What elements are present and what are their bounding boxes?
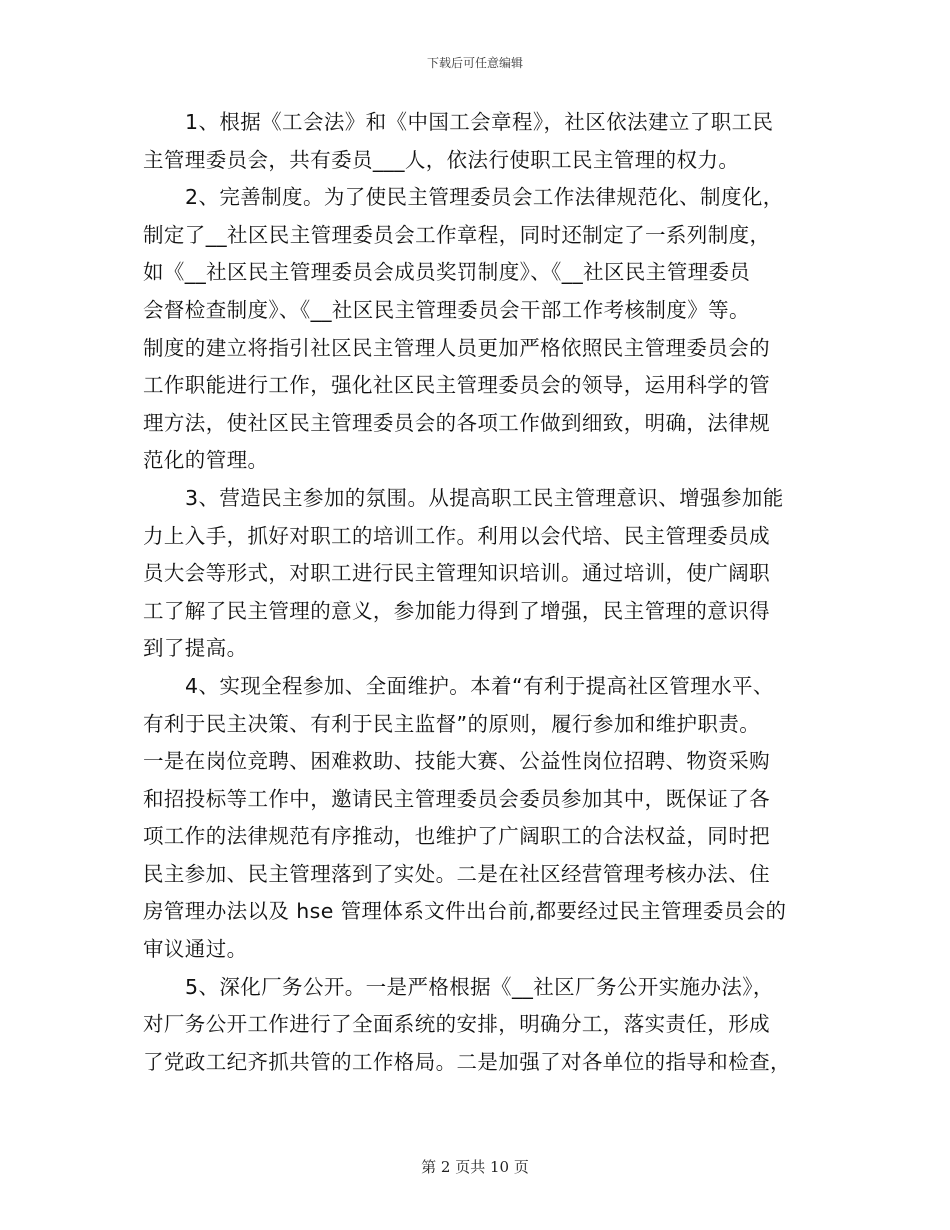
paragraph-1-line: 主管理委员会，共有委员___人，依法行使职工民主管理的权力。: [143, 147, 740, 172]
paragraph-2-line: 会督检查制度》、《__社区民主管理委员会干部工作考核制度》等。: [143, 297, 750, 322]
page-footer: 第 2 页共 10 页: [421, 1158, 529, 1176]
paragraph-5-line: 5、深化厂务公开。一是严格根据《__社区厂务公开实施办法》，: [185, 974, 774, 999]
paragraph-4-line: 有利于民主决策、有利于民主监督”的原则，履行参加和维护职责。: [143, 711, 761, 736]
paragraph-5-line: 了党政工纪齐抓共管的工作格局。二是加强了对各单位的指导和检查，: [143, 1049, 791, 1074]
paragraph-4-line: 4、实现全程参加、全面维护。本着“有利于提高社区管理水平、: [185, 673, 774, 698]
paragraph-2-line: 制定了__社区民主管理委员会工作章程，同时还制定了一系列制度，: [143, 222, 771, 247]
paragraph-2-line: 2、完善制度。为了使民主管理委员会工作法律规范化、制度化，: [185, 185, 784, 210]
paragraph-2-line: 工作职能进行工作，强化社区民主管理委员会的领导，运用科学的管: [143, 373, 770, 398]
paragraph-4-line: 一是在岗位竞聘、困难救助、技能大赛、公益性岗位招聘、物资采购: [143, 749, 770, 774]
page-header: 下载后可任意编辑: [426, 56, 523, 70]
paragraph-3-line: 3、营造民主参加的氛围。从提高职工民主管理意识、增强参加能: [185, 485, 784, 510]
paragraph-3-line: 力上入手，抓好对职工的培训工作。利用以会代培、民主管理委员成: [143, 523, 770, 548]
paragraph-4-line: 房管理办法以及 hse 管理体系文件出台前,都要经过民主管理委员会的: [143, 899, 787, 924]
paragraph-3-line: 员大会等形式，对职工进行民主管理知识培训。通过培训，使广阔职: [143, 561, 770, 586]
paragraph-5-line: 对厂务公开工作进行了全面系统的安排，明确分工，落实责任，形成: [143, 1012, 770, 1037]
paragraph-4-line: 民主参加、民主管理落到了实处。二是在社区经营管理考核办法、住: [143, 861, 770, 886]
paragraph-4-line: 审议通过。: [143, 937, 248, 962]
paragraph-4-line: 和招投标等工作中，邀请民主管理委员会委员参加其中，既保证了各: [143, 786, 770, 811]
paragraph-2-line: 制度的建立将指引社区民主管理人员更加严格依照民主管理委员会的: [143, 335, 770, 360]
paragraph-1-line: 1、根据《工会法》和《中国工会章程》，社区依法建立了职工民: [185, 110, 774, 134]
paragraph-3-line: 到了提高。: [143, 636, 248, 661]
paragraph-2-line: 范化的管理。: [143, 448, 269, 473]
body-text: [143, 104, 809, 1081]
paragraph-2-line: 理方法，使社区民主管理委员会的各项工作做到细致，明确，法律规: [143, 410, 770, 435]
paragraph-2-line: 如《__社区民主管理委员会成员奖罚制度》、《__社区民主管理委员: [143, 260, 751, 285]
paragraph-4-line: 项工作的法律规范有序推动，也维护了广阔职工的合法权益，同时把: [143, 824, 770, 849]
paragraph-3-line: 工了解了民主管理的意义，参加能力得到了增强，民主管理的意识得: [143, 598, 770, 623]
